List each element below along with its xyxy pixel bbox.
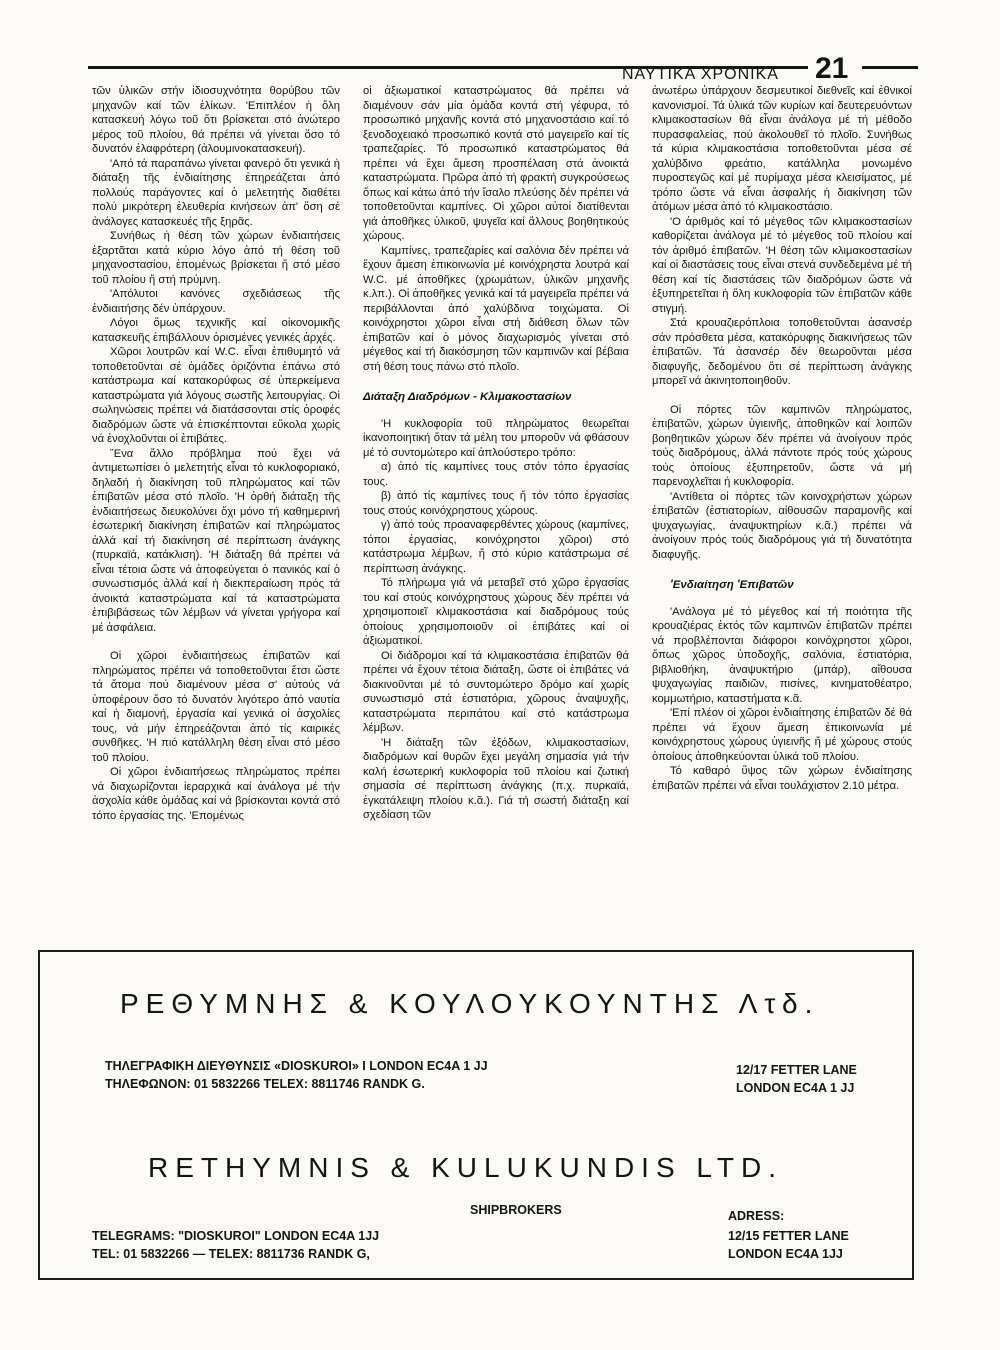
body-paragraph: 'Από τά παραπάνω γίνεται φανερό ὅτι γενικά ἡ διάταξη τῆς ἐνδιαίτησης ἐπηρεάζεται ἀπό πολλούς παράγοντες καί ὁ μελετητής διαθέτει πολύ μικρότερη ἐλευθερία κινήσεων ἀπ' ὅση σέ ἀνάλογες κατασκευές τῆς ξηρᾶς. (92, 157, 340, 228)
adress-label: ADRESS: (728, 1209, 785, 1223)
body-paragraph: 'Η διάταξη τῶν ἐξόδων, κλιμακοστασίων, διαδρόμων καί θυρῶν ἔχει μεγάλη σημασία γιά τήν καλή ἐσωτερική κυκλοφορία τοῦ πλοίου καί ζωτική σημασία σέ περίπτωση ἀνάγκης (π.χ. πυρκαϊά, ἐγκατάλειψη πλοίου κ.ᾶ.). Γιά τή σωστή διάταξη καί σχεδίαση τῶν (363, 736, 629, 821)
body-paragraph: Χῶροι λουτρῶν καί W.C. εἶναι ἐπιθυμητό νά τοποθετοῦνται σέ ὁμάδες ὁριζόντια ἐπάνω στό κατάστρωμα καί κατακορύφως σέ ὑπερκείμενα καταστρώματα γιά λόγους σωστῆς λειτουργίας. Οἱ σωληνώσεις πρέπει νά διατάσσονται στίς ὀροφές διαδρόμων ὥστε νά ἐπισκέπτονται εὔκολα χωρίς νά ἐνοχλοῦνται οἱ ἐπιβάτες. (92, 346, 340, 445)
column-2 (363, 84, 629, 823)
body-paragraph: Στά κρουαζιερόπλοια τοποθετοῦνται ἀσανσέρ σάν πρόσθετα μέσα, κατακόρυφης διακινήσεως τῶν ἐπιβατῶν. Τά ἀσανσέρ δέν θεωροῦνται μέσα διαφυγῆς, δεδομένου ὅτι σέ περίπτωση ἀνάγκης μπορεῖ νά ἀκινητοποιηθοῦν. (652, 317, 912, 387)
section-heading: Διάταξη Διαδρόμων - Κλιμακοστασίων (363, 391, 572, 403)
publication-name: ΝΑΥΤΙΚΑ ΧΡΟΝΙΚΑ (622, 66, 779, 83)
greek-phone-telex: ΤΗΛΕΦΩΝΟΝ: 01 5832266 TELEX: 8811746 RANDK G. (105, 1077, 425, 1091)
body-paragraph: 'Ο ἀριθμός καί τό μέγεθος τῶν κλιμακοστασίων καθορίζεται ἀνάλογα μέ τό μέγεθος τοῦ πλοίου καί τόν ἀριθμό ἐπιβατῶν. 'Η θέση τῶν κλιμακοστασίων καί οἱ διαστάσεις τους εἶναι στενά συνδεδεμένα μέ τή θέση καί τίς διαστάσεις τῶν διαδρόμων ὥστε νά ἐξυπηρετεῖται ἡ ὅλη κυκλοφορία τῶν ἐπιβατῶν κάθε στιγμή. (652, 215, 912, 315)
body-paragraph: 'Επί πλέον οἱ χῶροι ἐνδιαίτησης ἐπιβατῶν δέ θά πρέπει νά ἔχουν ἄμεση ἐπικοινωνία μέ κοινόχρηστους χώρους ὑγιεινῆς ἤ μέ χώρους στούς ὁποίους ἀποθηκεύονται ὑλικά τοῦ πλοίου. (652, 707, 912, 763)
body-paragraph: β) ἀπό τίς καμπίνες τους ἤ τόν τόπο ἐργασίας τους στούς κοινόχρηστους χώρους. (363, 490, 629, 517)
latin-telegrams: TELEGRAMS: "DIOSKUROI" LONDON EC4A 1JJ (92, 1229, 380, 1243)
body-paragraph: τῶν ὑλικῶν στήν ἰδιοσυχνότητα θορύβου τῶν μηχανῶν καί τῶν ἑλίκων. 'Επιπλέον ἡ ὅλη κατασκευή λόγω τοῦ ὅτι βρίσκεται στό ἀνώτερο μέρος τοῦ πλοίου, θά πρέπει νά γίνεται ὅσο τό δυνατόν ἐλαφρότερη (ἀλουμινοκατασκευή). (92, 85, 340, 155)
body-paragraph: Συνήθως ἡ θέση τῶν χώρων ἐνδιαιτήσεις ἐξαρτᾶται κατά κύριο λόγο ἀπό τή θέση τοῦ μηχανοστασίου, ἑπομένως βρίσκεται ἤ στό μέσο τοῦ πλοίου ἤ στή πρύμνη. (92, 230, 340, 286)
body-paragraph: 'Η κυκλοφορία τοῦ πληρώματος θεωρεῖται ἱκανοποιητική ὅταν τά μέλη του μποροῦν νά φθάσουν μέ τό συντομώτερο καί ἀπλούστερο τρόπο: (363, 417, 629, 459)
body-paragraph: γ) ἀπό τούς προαναφερθέντες χώρους (καμπίνες, τόποι ἐργασίας, κοινόχρηστοι χῶροι) στό κατάστρωμα λέμβων, ἤ στό κύριο κατάστρωμα σέ περίπτωση ἀνάγκης. (363, 519, 629, 575)
body-paragraph: οἱ ἀξιωματικοί καταστρώματος θά πρέπει νά διαμένουν σάν μία ὁμάδα κοντά στή γέφυρα, τό προσωπικό μηχανῆς κοντά στό μηχανοστάσιο καί τό ξενοδοχειακό προσωπικό κοντά στό μαγειρεῖο καί τίς τραπεζαρίες. Τό προσωπικό καταστρώματος θά πρέπει νά ἔχει ἄμεση προσπέλαση στά ἀνοικτά καταστρώματα. Πρῶρα ἀπό τή φρακτή συγκρούσεως ὅπως καί κάτω ἀπό τήν ἴσαλο πλεύσης δέν πρέπει νά τοποθετοῦνται καμπίνες. Οἱ χῶροι αὐτοί διατίθενται γιά ἀποθῆκες ὑλικοῦ, ψυγεῖα καί ἄλλους βοηθητικούς χώρους. (363, 85, 629, 242)
latin-address-line-1: 12/15 FETTER LANE (728, 1229, 849, 1243)
latin-address-line-2: LONDON EC4A 1JJ (728, 1247, 843, 1261)
header-rule-right (862, 66, 918, 69)
body-paragraph: ἀνωτέρω ὑπάρχουν δεσμευτικοί διεθνεῖς καί ἐθνικοί κανονισμοί. Τά ὑλικά τῶν κυρίων καί δευτερευόντων κλιμακοστασίων θά εἶναι ἀνάλογα μέ τή μέθοδο πυρασφαλείας, πού ἀκολουθεῖ τό πλοῖο. Συνήθως τά κύρια κλιμακοστάσια τοποθετοῦνται μέσα σέ χαλύβδινο φρεάτιο, κατάλληλα μονωμένο πυροστεγῶς καί μέ πυρίμαχα μέσα κλεισίματος, μέ τρόπο ὥστε νά εἶναι ἀσφαλής ἡ διακίνηση τῶν ἀτόμων μέσα ἀπό τό κλιμακοστάσιο. (652, 85, 912, 213)
greek-company-name: ΡΕΘΥΜΝΗΣ & ΚΟΥΛΟΥΚΟΥΝΤΗΣ Λτδ. (120, 988, 820, 1019)
latin-company-name: RETHYMNIS & KULUKUNDIS LTD. (148, 1152, 783, 1183)
body-paragraph: Λόγοι ὅμως τεχνικῆς καί οἰκονομικῆς κατασκευῆς ἐπιβάλλουν ὁρισμένες γενικές ἀρχές. (92, 317, 340, 344)
body-paragraph: Οἱ διάδρομοι καί τά κλιμακοστάσια ἐπιβατῶν θά πρέπει νά ἔχουν τέτοια διάταξη, ὥστε οἱ ἐπιβάτες νά διακινοῦνται μέ τό συντομώτερο δρόμο καί χωρίς συνωστισμό στά ἑστιατόρια, χῶρους ἀναψυχῆς, καταστρώματα περιπάτου καί στό κατάστρωμα λέμβων. (363, 649, 629, 734)
greek-telegraph-address: ΤΗΛΕΓΡΑΦΙΚΗ ΔΙΕΥΘΥΝΣΙΣ «DIOSKUROI» I LONDON EC4A 1 JJ (105, 1059, 488, 1073)
body-paragraph: α) ἀπό τίς καμπίνες τους στόν τόπο ἐργασίας τους. (363, 461, 629, 488)
greek-address-line-1: 12/17 FETTER LANE (736, 1063, 857, 1077)
body-paragraph: Οἱ πόρτες τῶν καμπινῶν πληρώματος, ἐπιβατῶν, χώρων ὑγιεινῆς, ἀποθηκῶν καί λοιπῶν βοηθητικῶν χώρων δέν πρέπει νά ἀνοίγουν πρός τούς διαδρόμους, ἀλλά πάντοτε πρός τούς χώρους τούς ὁποίους ἐξυπηρετοῦν, ὥστε νά μή παρενοχλεῖται ἡ κυκλοφορία. (652, 403, 912, 488)
page-number: 21 (815, 52, 849, 85)
body-paragraph: ῎Ενα ἄλλο πρόβλημα πού ἔχει νά ἀντιμετωπίσει ὁ μελετητής εἶναι τό κυκλοφοριακό, δηλαδή ἡ διακίνηση τοῦ πληρώματος καί τῶν ἐπιβατῶν μέσα στό πλοῖο. 'Η ὀρθή διάταξη τῆς ἐνδιαιτήσεως διευκολύνει ὄχι μόνο τή καθημερινή ἐσωτερική διακίνηση ἐπιβατῶν καί πληρώματος ἀλλά καί τή διακίνηση σέ περίπτωση ἀνάγκης (πυρκαϊά, κατάκλιση). 'Η διάταξη θά πρέπει νά εἶναι τέτοια ὥστε νά ἀποφεύγεται ὁ πανικός καί ὁ συνωστισμός ἀλλά καί ἡ διεκπεραίωση πρός τά ἀνοικτά καταστρώματα καί τά καταστρώματα ἐπιβιβάσεως τῶν λέμβων νά γίνεται γρήγορα καί μέ ἀσφάλεια. (92, 447, 340, 634)
advertisement-box (38, 950, 914, 1280)
shipbrokers-label: SHIPBROKERS (470, 1203, 562, 1217)
body-paragraph: 'Απόλυτοι κανόνες σχεδιάσεως τῆς ἐνδιαιτήσης δέν ὑπάρχουν. (92, 288, 340, 315)
body-paragraph: 'Αντίθετα οἱ πόρτες τῶν κοινοχρήστων χώρων ἐπιβατῶν (ἑστιατορίων, αἰθουσῶν παραμονῆς καί ψυχαγωγίας, ἀναψυκτηρίων κ.ᾶ.) πρέπει νά ἀνοίγουν πρός τούς διαδρόμους γιά τή δυνατότητα διαφυγῆς. (652, 490, 912, 561)
column-3 (652, 84, 912, 793)
body-paragraph: Τό καθαρό ὕψος τῶν χώρων ἐνδιαίτησης ἐπιβατῶν πρέπει νά εἶναι τουλάχιστον 2.10 μέτρα. (652, 765, 912, 792)
latin-tel-telex: TEL: 01 5832266 — TELEX: 8811736 RANDK G, (92, 1247, 370, 1261)
column-1 (92, 84, 340, 823)
section-heading: 'Ενδιαίτηση 'Επιβατῶν (670, 579, 794, 591)
body-paragraph: 'Ανάλογα μέ τό μέγεθος καί τή ποιότητα τῆς κρουαζιέρας ἐκτός τῶν καμπινῶν ἐπιβατῶν πρέπει νά προβλέπονται διάφοροι κοινόχρηστοι χῶροι, ὅπως χῶρος ὑποδοχῆς, σαλόνια, ἑστιατόρια, βιβλιοθήκη, ἀναψυκτήριο (μπάρ), αἴθουσα ψυχαγωγίας παιδιῶν, πισίνες, κινηματοθέατρο, κομμωτήριο, καταστήματα κ.ᾶ. (652, 605, 912, 705)
body-paragraph: Οἱ χῶροι ἐνδιαιτήσεως πληρώματος πρέπει νά διαχωρίζονται ἱεραρχικά καί ἀνάλογα μέ τήν ἀσχολία κάθε ὁμάδας καί νά βρίσκονται κοντά στό τόπο ἐργασίας της. 'Επομένως (92, 766, 340, 822)
body-paragraph: Τό πλήρωμα γιά νά μεταβεῖ στό χῶρο ἐργασίας του καί στούς κοινόχρηστους χώρους δέν πρέπει νά χρησιμοποιεῖ κλιμακοστάσια καί διαδρόμους τούς ὁποίους χρησιμοποιοῦν οἱ ἐπιβάτες καί οἱ ἀξιωματικοί. (363, 577, 629, 647)
greek-address-line-2: LONDON EC4A 1 JJ (736, 1081, 855, 1095)
body-paragraph: Καμπίνες, τραπεζαρίες καί σαλόνια δέν πρέπει νά ἔχουν ἄμεση ἐπικοινωνία μέ κοινόχρηστα λουτρά καί W.C. μέ ἀποθῆκες (χρωμάτων, ὑλικῶν μηχανῆς κ.λπ.). Οἱ ἀποθῆκες γενικά καί τά μαγειρεῖα πρέπει νά περιβάλλονται ἀπό χαλύβδινα τοιχώματα. Οἱ κοινόχρηστοι χῶροι εἶναι στή διάθεση ὅλων τῶν ἐπιβατῶν καί ὁ μόνος διαχωρισμός γίνεται στό μέγεθος καί τή διακόσμηση τῶν καμπινῶν καί βέβαια στή θέση τους πάνω στό πλοῖο. (363, 244, 629, 373)
body-paragraph: Οἱ χῶροι ἐνδιαιτήσεως ἐπιβατῶν καί πληρώματος πρέπει νά τοποθετοῦνται ἔτσι ὥστε τά ἄτομα πού διαμένουν μέσα σ' αὐτούς νά ὑποφέρουν ὅσο τό δυνατόν λιγότερο ἀπό ναυτία καί ἡ διαμονή, ἐργασία καί γενικά οἱ ἀσχολίες τους, νά μήν ἐπηρεάζονται ἀπό τίς καιρικές συνθῆκες. 'Η πιό κατάλληλη θέση εἶναι στό μέσο τοῦ πλοίου. (92, 650, 340, 764)
